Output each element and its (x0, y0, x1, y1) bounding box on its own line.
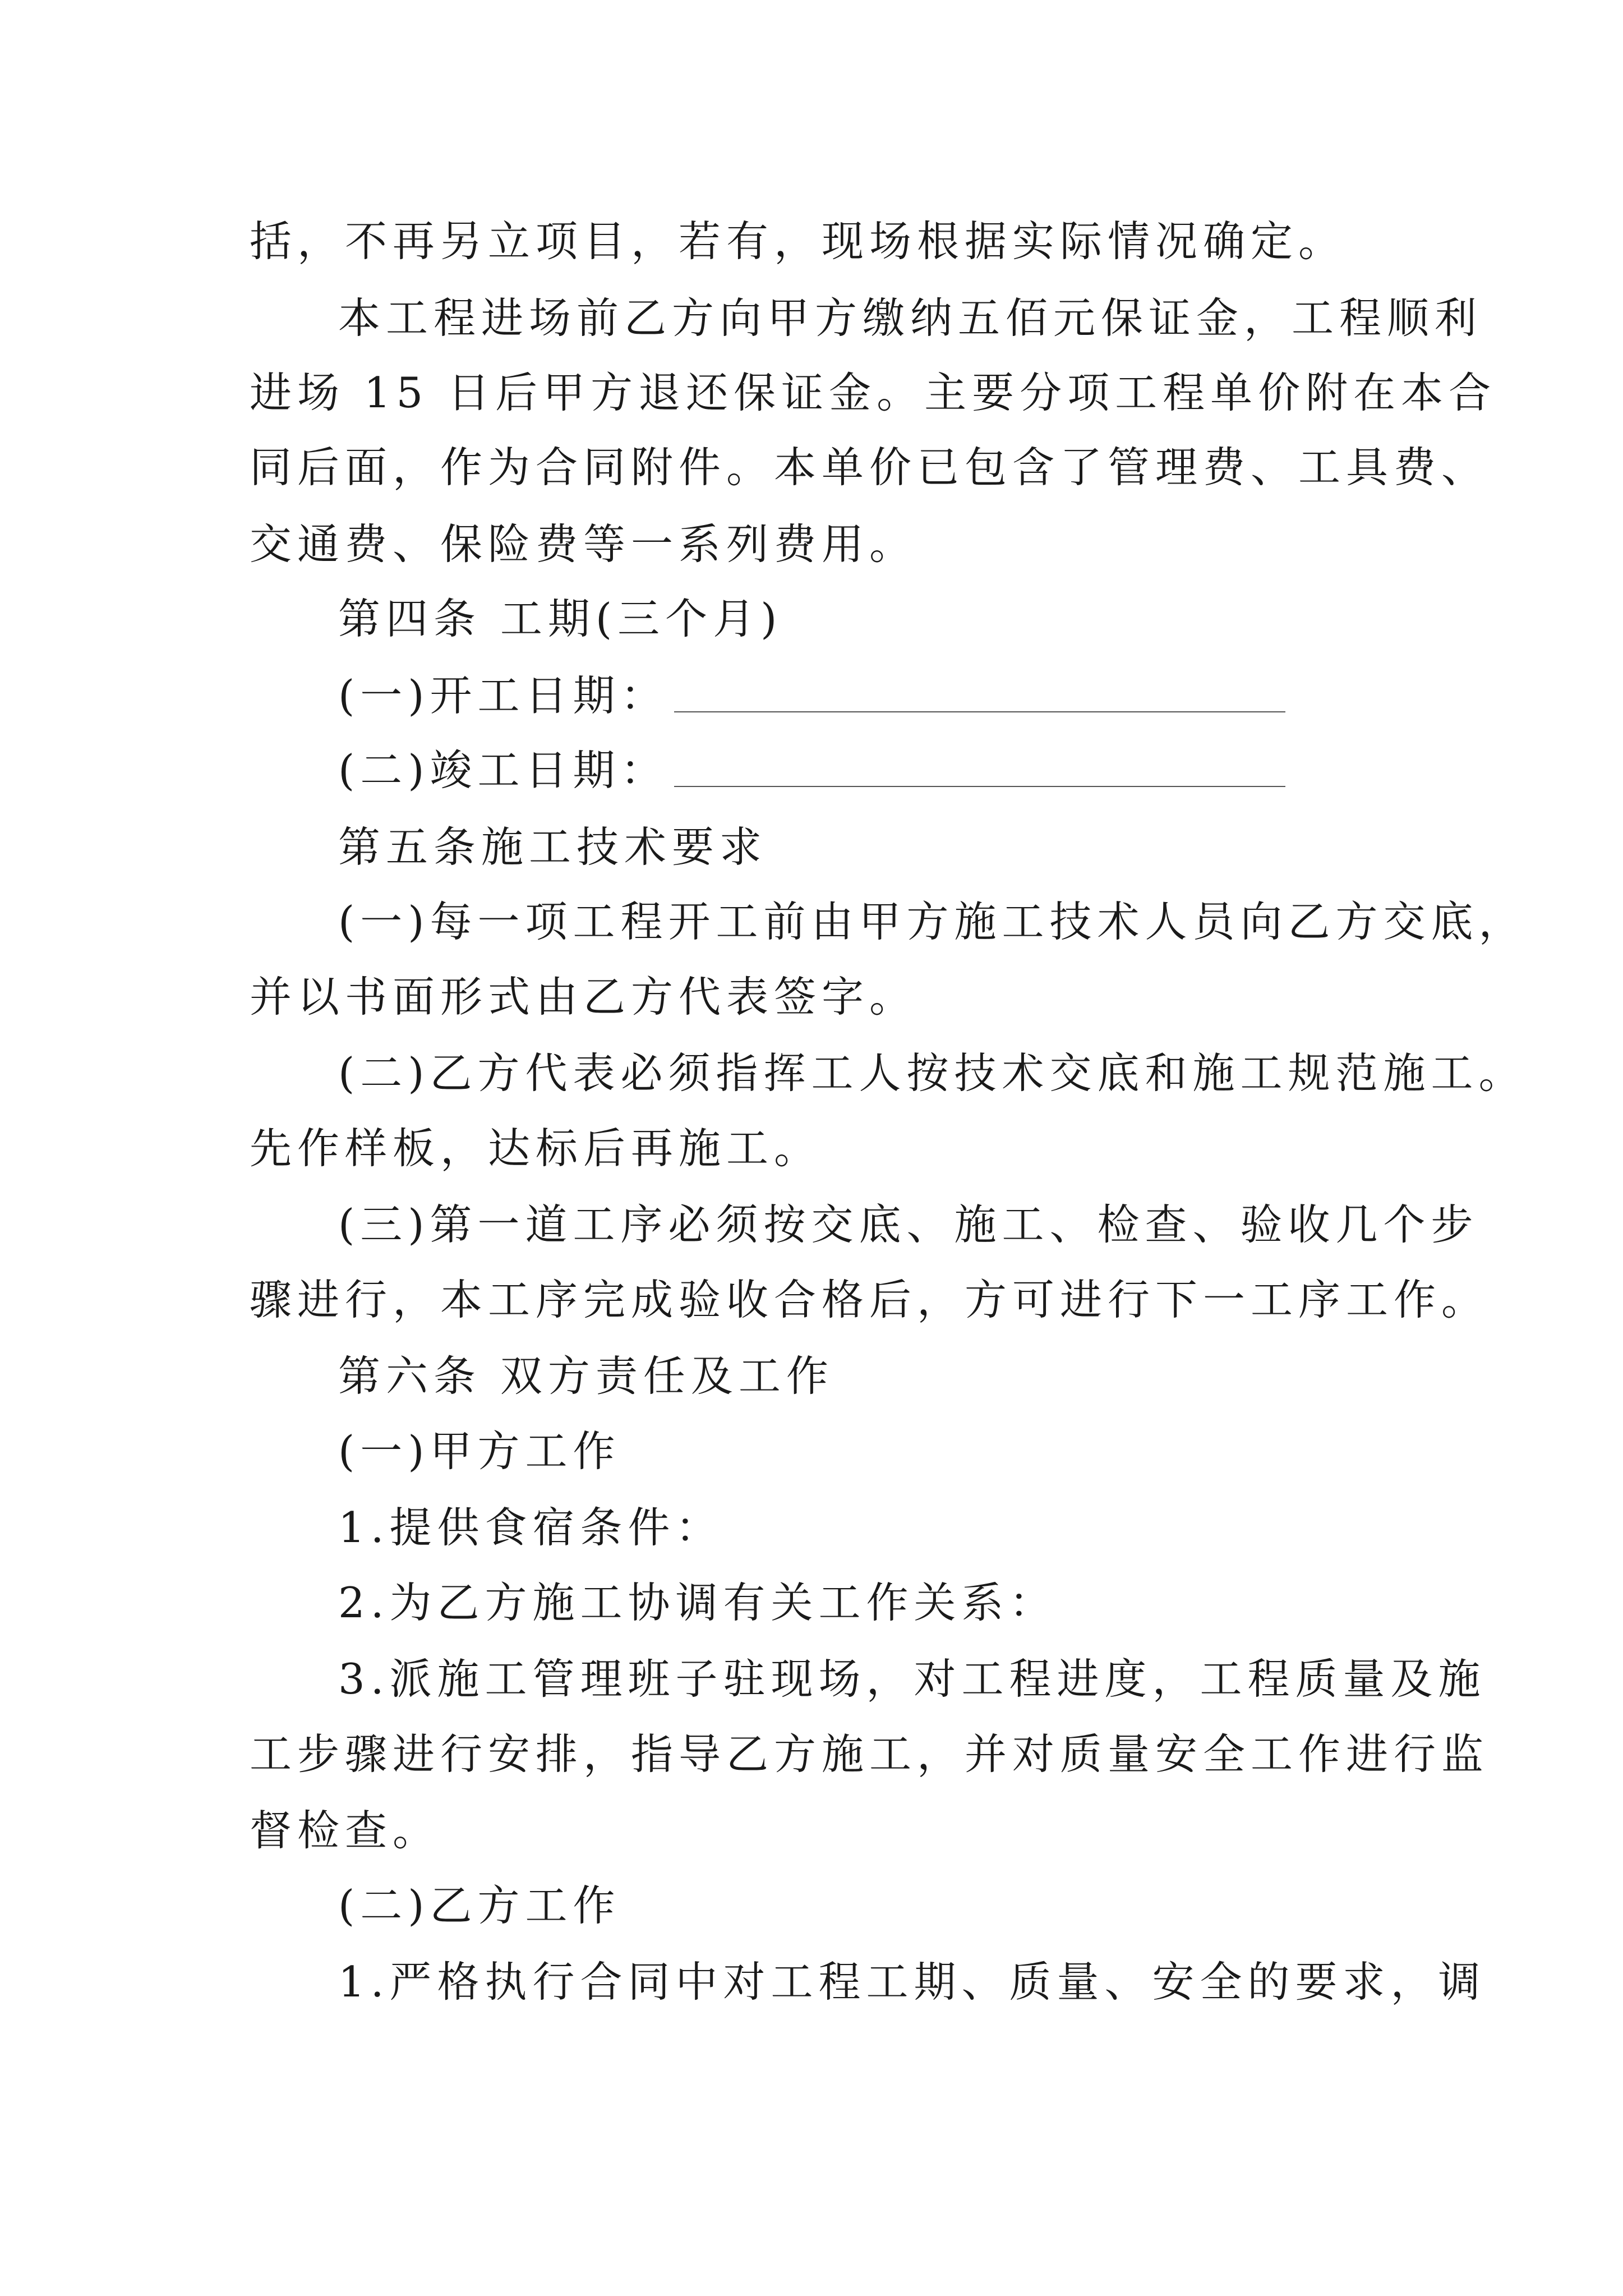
list-item: 2.为乙方施工协调有关工作关系： (338, 1578, 1057, 1627)
list-item: 1.提供食宿条件： (338, 1503, 723, 1552)
completion-date-label: (二)竣工日期： (338, 746, 668, 795)
subsection-heading: (二)乙方工作 (338, 1881, 621, 1930)
text-line: 并以书面形式由乙方代表签字。 (250, 972, 917, 1022)
subsection-heading: (一)甲方工作 (338, 1427, 621, 1476)
text-line: 骤进行，本工序完成验收合格后，方可进行下一工序工作。 (250, 1275, 1490, 1324)
text-line: 同后面，作为合同附件。本单价已包含了管理费、工具费、 (250, 443, 1490, 492)
start-date-row (338, 668, 1285, 724)
text-line: 本工程进场前乙方向甲方缴纳五佰元保证金，工程顺利 (338, 293, 1483, 343)
text-line: 交通费、保险费等一系列费用。 (250, 519, 917, 569)
list-item: 1.严格执行合同中对工程工期、质量、安全的要求，调 (338, 1957, 1486, 2007)
text-line: (二)乙方代表必须指挥工人按技术交底和施工规范施工。 (338, 1048, 1527, 1098)
text-line: 督检查。 (250, 1806, 441, 1855)
list-item: 3.派施工管理班子驻现场，对工程进度，工程质量及施 (338, 1654, 1486, 1704)
section-heading: 第五条施工技术要求 (338, 822, 768, 872)
text-line: 先作样板，达标后再施工。 (250, 1124, 822, 1173)
start-date-label: (一)开工日期： (338, 671, 668, 720)
text-line: (一)每一项工程开工前由甲方施工技术人员向乙方交底， (338, 897, 1527, 946)
text-line: 工步骤进行安排，指导乙方施工，并对质量安全工作进行监 (250, 1729, 1490, 1779)
section-heading: 第六条 双方责任及工作 (338, 1351, 834, 1401)
text-line: (三)第一道工序必须按交底、施工、检查、验收几个步 (338, 1200, 1479, 1249)
start-date-blank-line (674, 711, 1285, 712)
text-line: 括，不再另立项目，若有，现场根据实际情况确定。 (250, 217, 1347, 266)
text-line: 进场 15 日后甲方退还保证金。主要分项工程单价附在本合 (250, 368, 1497, 417)
completion-date-row (338, 742, 1285, 798)
completion-date-blank-line (674, 786, 1285, 787)
section-heading: 第四条 工期(三个月) (338, 594, 783, 643)
